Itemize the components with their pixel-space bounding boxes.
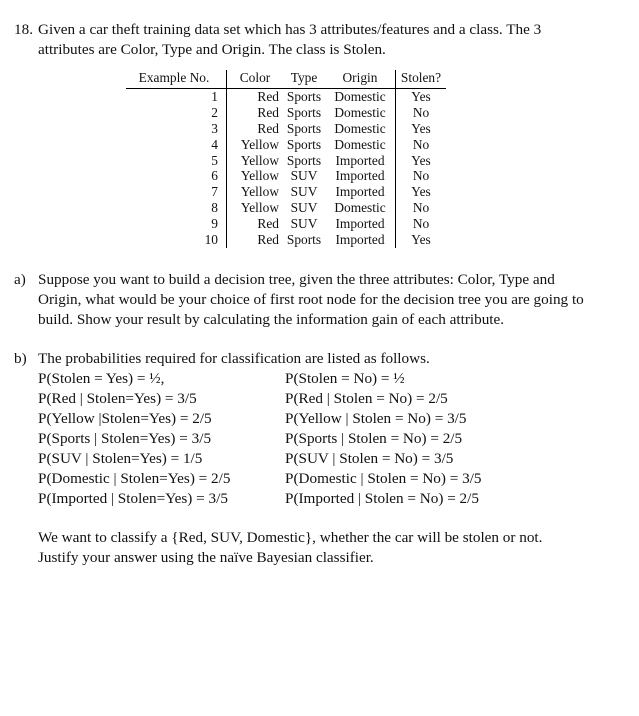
header-example-no: Example No. [126, 70, 227, 88]
part-b-closing [38, 528, 608, 568]
table-row [126, 88, 446, 104]
cell-origin: Imported [327, 232, 396, 248]
prob-left-3: P(Yellow |Stolen=Yes) = 2/5 [38, 410, 212, 427]
prob-left-6: P(Domestic | Stolen=Yes) = 2/5 [38, 470, 231, 487]
car-theft-table [126, 70, 446, 248]
prob-right-6: P(Domestic | Stolen = No) = 3/5 [285, 470, 482, 487]
table-row [126, 137, 446, 153]
cell-stolen: No [412, 136, 430, 152]
cell-origin: Domestic [327, 137, 396, 153]
cell-color: Red [257, 216, 279, 232]
part-b-label: b) [14, 350, 27, 367]
table-row [126, 232, 446, 248]
question-line-1: 18. Given a car theft training data set which has 3 attributes/features and a class. The 3 [14, 21, 542, 38]
part-b-intro: The probabilities required for classification are listed as follows. [38, 350, 430, 367]
prob-right-1: P(Stolen = No) = ½ [285, 370, 405, 387]
cell-type: Sports [286, 136, 322, 152]
table-row [126, 105, 446, 121]
cell-example-no: 5 [126, 153, 227, 169]
cell-example-no: 6 [126, 168, 227, 184]
cell-origin: Domestic [327, 88, 396, 104]
part-a-text [38, 270, 623, 330]
cell-type: SUV [290, 216, 318, 232]
table-row [126, 216, 446, 232]
cell-color: Yellow [240, 184, 279, 200]
prob-right-5: P(SUV | Stolen = No) = 3/5 [285, 450, 454, 467]
cell-stolen: Yes [411, 88, 431, 104]
cell-origin: Imported [327, 184, 396, 200]
prob-right-4: P(Sports | Stolen = No) = 2/5 [285, 430, 463, 447]
prob-right-7: P(Imported | Stolen = No) = 2/5 [285, 490, 479, 507]
part-a-label: a) [14, 271, 26, 288]
cell-color: Red [257, 120, 279, 136]
cell-type: Sports [286, 232, 322, 248]
cell-example-no: 1 [126, 88, 227, 104]
cell-color: Red [257, 88, 279, 104]
cell-origin: Imported [327, 153, 396, 169]
closing-line-2: Justify your answer using the naïve Bayesian classifier. [38, 549, 374, 566]
cell-stolen: Yes [411, 232, 431, 248]
table-row [126, 168, 446, 184]
question-line-2: attributes are Color, Type and Origin. The class is Stolen. [38, 41, 386, 58]
cell-stolen: Yes [411, 184, 431, 200]
prob-left-4: P(Sports | Stolen=Yes) = 3/5 [38, 430, 212, 447]
cell-color: Red [257, 104, 279, 120]
cell-color: Yellow [240, 200, 279, 216]
cell-example-no: 9 [126, 216, 227, 232]
cell-stolen: No [412, 104, 430, 120]
cell-origin: Domestic [327, 121, 396, 137]
cell-type: Sports [286, 88, 322, 104]
cell-origin: Imported [327, 168, 396, 184]
cell-color: Yellow [240, 152, 279, 168]
cell-stolen: Yes [411, 152, 431, 168]
cell-type: Sports [286, 120, 322, 136]
cell-stolen: No [412, 216, 430, 232]
header-stolen: Stolen? [400, 70, 442, 85]
part-a-line-1: Suppose you want to build a decision tree, given the three attributes: Color, Type and [38, 271, 555, 288]
table-row [126, 200, 446, 216]
cell-color: Red [257, 232, 279, 248]
prob-left-5: P(SUV | Stolen=Yes) = 1/5 [38, 450, 203, 467]
cell-origin: Domestic [327, 105, 396, 121]
cell-example-no: 4 [126, 137, 227, 153]
table-header-row [126, 70, 446, 88]
prob-left-7: P(Imported | Stolen=Yes) = 3/5 [38, 490, 228, 507]
cell-example-no: 3 [126, 121, 227, 137]
cell-color: Yellow [240, 136, 279, 152]
cell-type: Sports [286, 152, 322, 168]
cell-stolen: Yes [411, 120, 431, 136]
cell-stolen: No [412, 200, 430, 216]
prob-right-2: P(Red | Stolen = No) = 2/5 [285, 390, 448, 407]
question-intro [14, 20, 614, 60]
cell-stolen: No [412, 168, 430, 184]
prob-right-3: P(Yellow | Stolen = No) = 3/5 [285, 410, 467, 427]
prob-left-1: P(Stolen = Yes) = ½, [38, 370, 165, 387]
cell-example-no: 2 [126, 105, 227, 121]
cell-example-no: 8 [126, 200, 227, 216]
table-row [126, 153, 446, 169]
cell-origin: Imported [327, 216, 396, 232]
header-origin: Origin [327, 70, 396, 88]
cell-origin: Domestic [327, 200, 396, 216]
part-a-line-3: build. Show your result by calculating the information gain of each attribute. [38, 311, 505, 328]
header-color: Color [239, 70, 271, 85]
prob-left-2: P(Red | Stolen=Yes) = 3/5 [38, 390, 197, 407]
closing-line-1: We want to classify a {Red, SUV, Domestic}, whether the car will be stolen or not. [38, 529, 543, 546]
cell-example-no: 10 [126, 232, 227, 248]
cell-example-no: 7 [126, 184, 227, 200]
cell-type: SUV [290, 200, 318, 216]
question-number: 18. [14, 21, 33, 38]
cell-type: Sports [286, 104, 322, 120]
header-type: Type [290, 70, 318, 85]
part-a-line-2: Origin, what would be your choice of first root node for the decision tree you are going to [38, 291, 584, 308]
cell-type: SUV [290, 184, 318, 200]
table-row [126, 121, 446, 137]
table-row [126, 184, 446, 200]
cell-color: Yellow [240, 168, 279, 184]
cell-type: SUV [290, 168, 318, 184]
